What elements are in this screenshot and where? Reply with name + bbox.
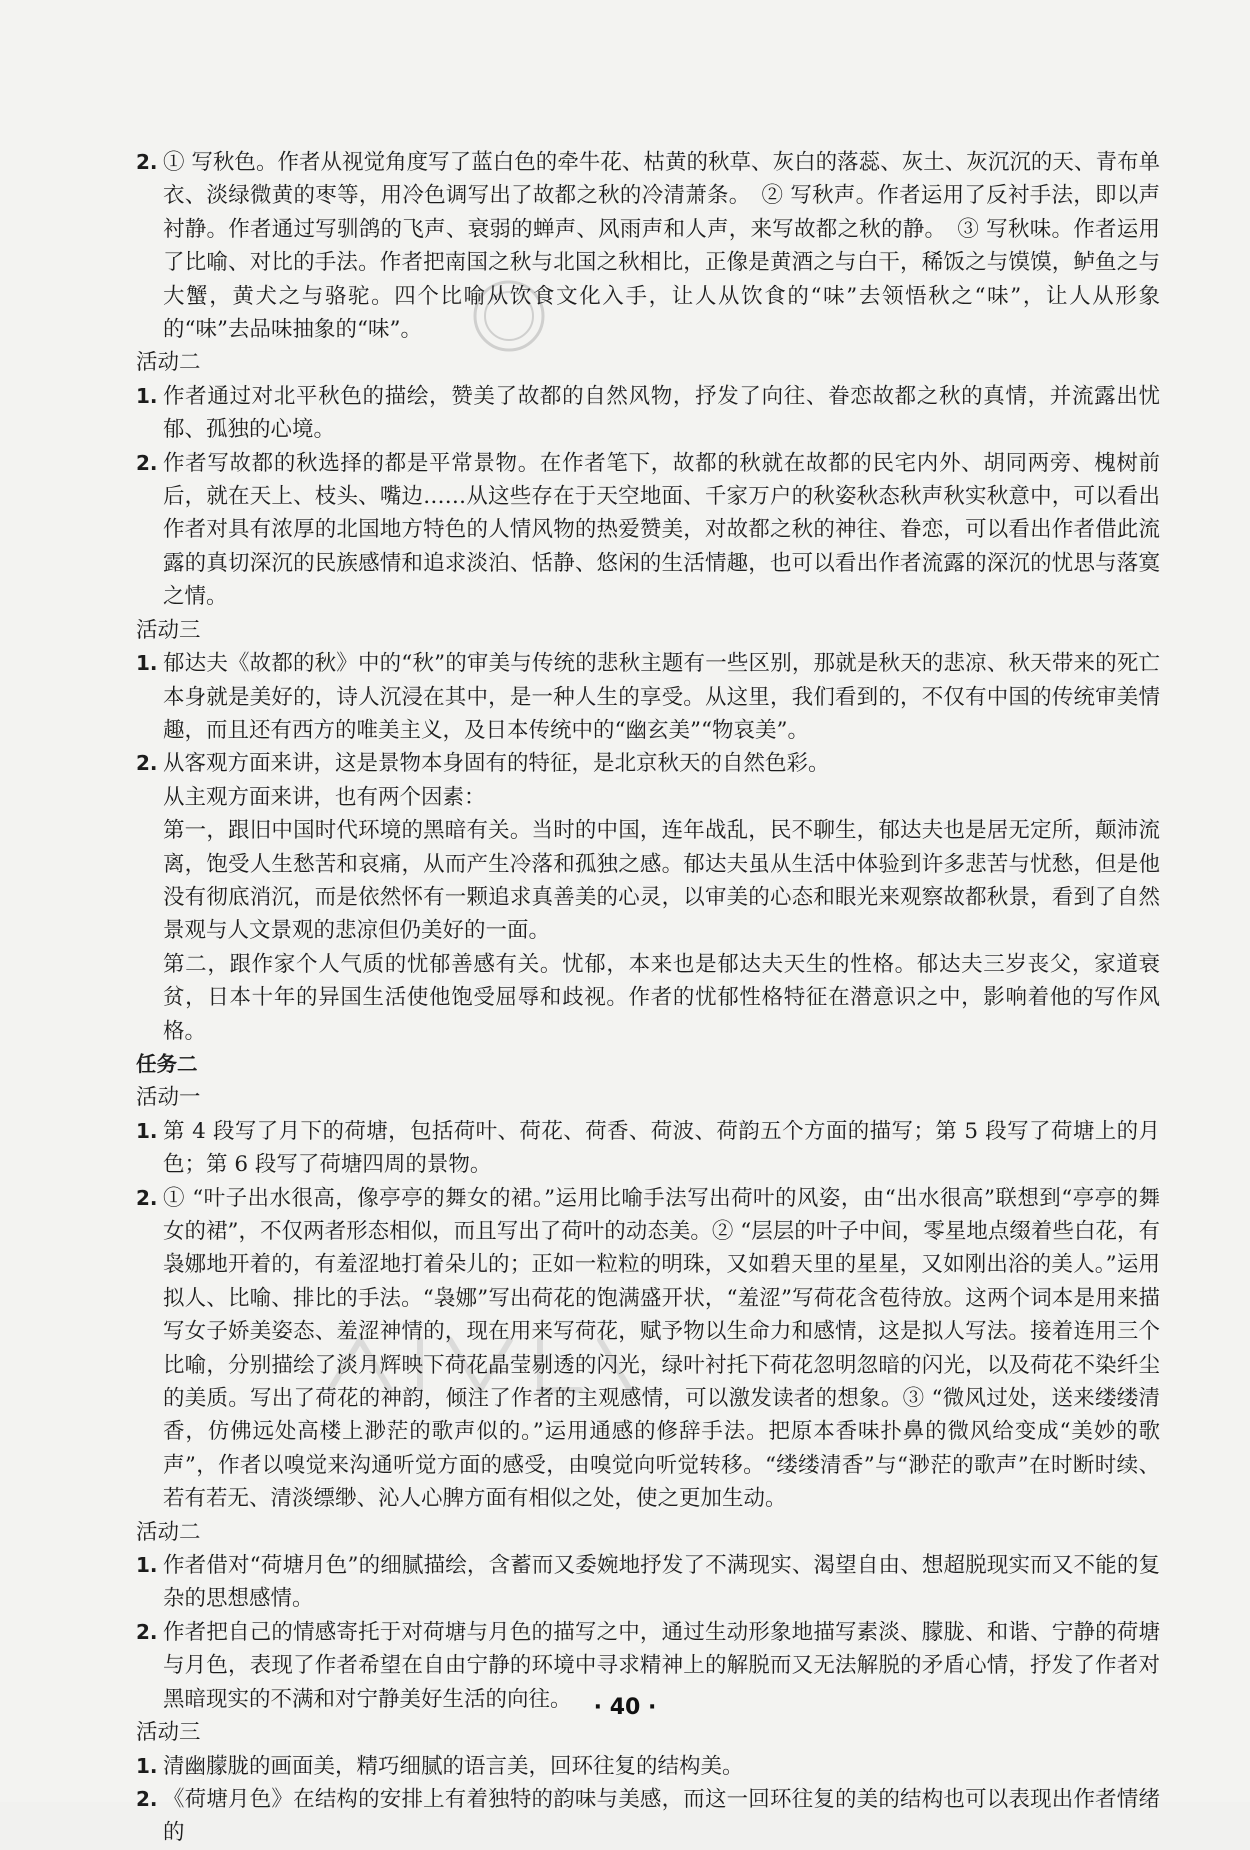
item-text: 从客观方面来讲，这是景物本身固有的特征，是北京秋天的自然色彩。 — [163, 751, 830, 777]
page-number: · 40 · — [593, 1695, 657, 1720]
task-heading: 任务二 — [136, 1051, 198, 1076]
answer-item — [136, 747, 1160, 780]
item-text: 第 4 段写了月下的荷塘，包括荷叶、荷花、荷香、荷波、荷韵五个方面的描写；第 5 段写了荷塘上的月色；第 6 段写了荷塘四周的景物。 — [163, 1118, 1160, 1178]
activity-heading: 活动二 — [136, 1519, 201, 1545]
item-number: 2. — [136, 1619, 158, 1644]
item-text: ① “叶子出水很高，像亭亭的舞女的裙。”运用比喻手法写出荷叶的风姿，由“出水很高”联想到“亭亭的舞女的裙”，不仅两者形态相似，而且写出了荷叶的动态美。② “层层的叶子中间，零星地点缀着些白花，有袅娜地开着的，有羞涩地打着朵儿的；正如一粒粒的明珠，又如碧天里的星星，又如刚出浴的美人。”运用拟人、比喻、排比的手法。“袅娜”写出荷花的饱满盛开状，“羞涩”写荷花含苞待放。这两个词本是用来描写女子娇美姿态、羞涩神情的，现在用来写荷花，赋予物以生命力和感情，这是拟人写法。接着连用三个比喻，分别描绘了淡月辉映下荷花晶莹剔透的闪光，绿叶衬托下荷花忽明忽暗的闪光，以及荷花不染纤尘的美质。写出了荷花的神韵，倾注了作者的主观感情，可以激发读者的想象。③ “微风过处，送来缕缕清香，仿佛远处高楼上渺茫的歌声似的。”运用通感的修辞手法。把原本香味扑鼻的微风给变成“美妙的歌声”，作者以嗅觉来沟通听觉方面的感受，由嗅觉向听觉转移。“缕缕清香”与“渺茫的歌声”在时断时续、若有若无、清淡缥缈、沁人心脾方面有相似之处，使之更加生动。 — [163, 1185, 1160, 1512]
item-number: 1. — [136, 651, 158, 676]
answer-item — [136, 1549, 1160, 1616]
answer-content — [136, 146, 1160, 1850]
answer-item — [136, 647, 1160, 747]
answer-item — [136, 1182, 1160, 1516]
item-text: 作者把自己的情感寄托于对荷塘与月色的描写之中，通过生动形象地描写素淡、朦胧、和谐、宁静的荷塘与月色，表现了作者希望在自由宁静的环境中寻求精神上的解脱而又无法解脱的矛盾心情，抒发了作者对黑暗现实的不满和对宁静美好生活的向往。 — [163, 1619, 1160, 1712]
answer-item — [136, 1115, 1160, 1182]
item-text: 《荷塘月色》在结构的安排上有着独特的韵味与美感，而这一回环往复的美的结构也可以表现出作者情绪的 — [163, 1786, 1160, 1846]
item-number: 1. — [136, 1553, 158, 1578]
answer-item — [136, 146, 1160, 346]
activity-heading: 活动三 — [136, 617, 201, 643]
item-number: 2. — [136, 751, 158, 776]
item-number: 2. — [136, 150, 158, 174]
item-number: 1. — [136, 1753, 158, 1778]
item-number: 2. — [136, 450, 158, 475]
item-text: 作者写故都的秋选择的都是平常景物。在作者笔下，故都的秋就在故都的民宅内外、胡同两旁、槐树前后，就在天上、枝头、嘴边……从这些存在于天空地面、千家万户的秋姿秋态秋声秋实秋意中，可以看出作者对具有浓厚的北国地方特色的人情风物的热爱赞美，对故都之秋的神往、眷恋，可以看出作者借此流露的真切深沉的民族感情和追求淡泊、恬静、悠闲的生活情趣，也可以看出作者流露的深沉的忧思与落寞之情。 — [163, 450, 1160, 610]
item-number: 2. — [136, 1786, 158, 1811]
item-text: 清幽朦胧的画面美，精巧细腻的语言美，回环往复的结构美。 — [163, 1753, 744, 1779]
item-text: 作者通过对北平秋色的描绘，赞美了故都的自然风物，抒发了向往、眷恋故都之秋的真情，并流露出忧郁、孤独的心境。 — [163, 383, 1160, 443]
sub-paragraph: 第二，跟作家个人气质的忧郁善感有关。忧郁，本来也是郁达夫天生的性格。郁达夫三岁丧父，家道衰贫，日本十年的异国生活使他饱受屈辱和歧视。作者的忧郁性格特征在潜意识之中，影响着他的写作风格。 — [163, 951, 1160, 1044]
activity-heading: 活动三 — [136, 1720, 201, 1746]
activity-heading: 活动一 — [136, 1085, 201, 1111]
item-number: 1. — [136, 1118, 158, 1143]
sub-paragraph: 第一，跟旧中国时代环境的黑暗有关。当时的中国，连年战乱，民不聊生，郁达夫也是居无定所，颠沛流离，饱受人生愁苦和哀痛，从而产生冷落和孤独之感。郁达夫虽从生活中体验到许多悲苦与忧愁，但是他没有彻底消沉，而是依然怀有一颗追求真善美的心灵，以审美的心态和眼光来观察故都秋景，看到了自然景观与人文景观的悲凉但仍美好的一面。 — [163, 818, 1160, 944]
item-number: 2. — [136, 1185, 158, 1210]
activity-heading: 活动二 — [136, 350, 201, 376]
item-text: 作者借对“荷塘月色”的细腻描绘，含蓄而又委婉地抒发了不满现实、渴望自由、想超脱现实而又不能的复杂的思想感情。 — [163, 1553, 1160, 1612]
answer-item — [136, 447, 1160, 614]
answer-item — [136, 1783, 1160, 1850]
answer-item — [136, 1750, 1160, 1783]
sub-paragraph: 从主观方面来讲，也有两个因素： — [163, 784, 486, 810]
item-number: 1. — [136, 383, 158, 408]
item-text: ① 写秋色。作者从视觉角度写了蓝白色的牵牛花、枯黄的秋草、灰白的落蕊、灰土、灰沉沉的天、青布单衣、淡绿微黄的枣等，用冷色调写出了故都之秋的冷清萧条。 ② 写秋声。作者运用了反衬手法，即以声衬静。作者通过写驯鸽的飞声、衰弱的蝉声、风雨声和人声，来写故都之秋的静。 ③ 写秋味。作者运用了比喻、对比的手法。作者把南国之秋与北国之秋相比，正像是黄酒之与白干，稀饭之与馍馍，鲈鱼之与大蟹，黄犬之与骆驼。四个比喻从饮食文化入手，让人从饮食的“味”去领悟秋之“味”，让人从形象的“味”去品味抽象的“味”。 — [163, 150, 1160, 343]
item-text: 郁达夫《故都的秋》中的“秋”的审美与传统的悲秋主题有一些区别，那就是秋天的悲凉、秋天带来的死亡本身就是美好的，诗人沉浸在其中，是一种人生的享受。从这里，我们看到的，不仅有中国的传统审美情趣，而且还有西方的唯美主义，及日本传统中的“幽玄美”“物哀美”。 — [163, 651, 1160, 743]
answer-item — [136, 380, 1160, 447]
